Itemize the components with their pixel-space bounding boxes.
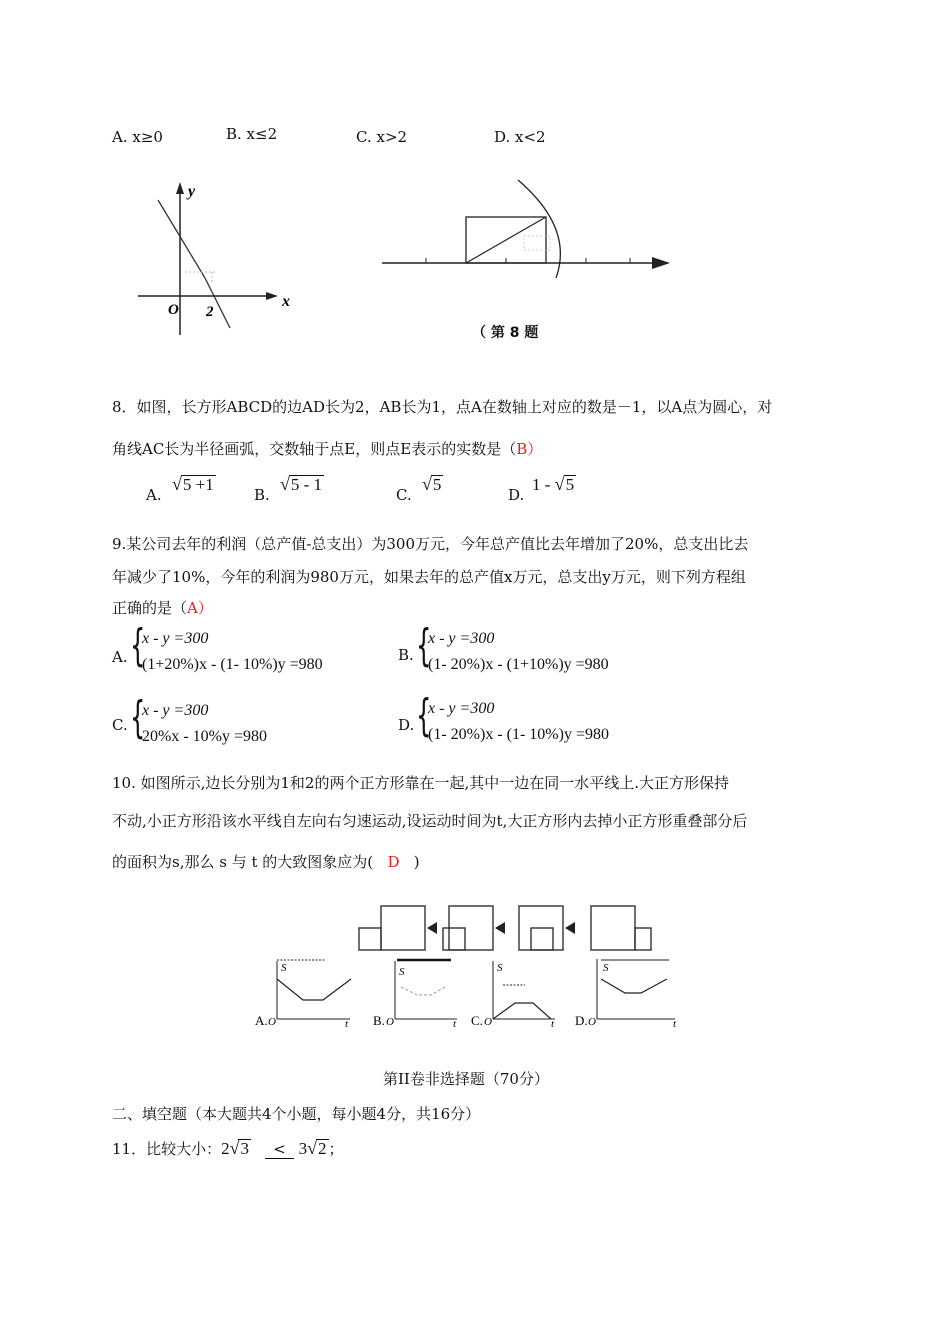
q9-option-d: x - y =300 (1- 20%)x - (1- 10%)y =980: [428, 700, 609, 743]
q9-line3: 正确的是（A）: [112, 599, 213, 617]
q9-b-label: B.: [398, 646, 414, 664]
x-label: x: [282, 293, 290, 310]
y-label: y: [188, 183, 196, 200]
svg-text:B.: B.: [373, 1013, 385, 1028]
q11-answer: <: [265, 1140, 294, 1159]
q8-option-b-label: B.: [254, 486, 270, 504]
section-title: 第II卷非选择题（70分）: [383, 1070, 549, 1088]
q8-option-c-label: C.: [396, 486, 412, 504]
svg-text:t: t: [453, 1018, 457, 1030]
q10-graph-options: [255, 955, 695, 1030]
svg-text:S: S: [603, 962, 609, 974]
q8-option-d: 1 - √5: [532, 474, 575, 494]
svg-text:O: O: [588, 1016, 596, 1028]
linear-function-figure: [130, 180, 300, 340]
q8-option-a: √5 +1: [172, 474, 214, 494]
q9-d-label: D.: [398, 716, 415, 734]
q9-line1: 9.某公司去年的利润（总产值-总支出）为300万元，今年总产值比去年增加了20%，总支出比去: [112, 535, 749, 553]
q9-c-label: C.: [112, 716, 128, 734]
squares-sequence-figure: [355, 900, 655, 955]
svg-text:A.: A.: [255, 1013, 268, 1028]
function-line-lower: [205, 278, 230, 328]
q9-answer: A: [187, 599, 198, 617]
q8-line2: 角线AC长为半径画弧，交数轴于点E，则点E表示的实数是（B）: [112, 440, 543, 458]
q8-line1: 8．如图，长方形ABCD的边AD长为2，AB长为1，点A在数轴上对应的数是－1，以A点为圆心，对: [112, 398, 773, 416]
svg-text:C.: C.: [471, 1013, 483, 1028]
q7-option-a: A. x≥0: [112, 128, 163, 146]
function-line-upper: [158, 200, 205, 278]
q8-option-b: √5 - 1: [280, 474, 323, 494]
q10-line2: 不动,小正方形沿该水平线自左向右匀速运动,设运动时间为t,大正方形内去掉小正方形重叠部分后: [112, 812, 748, 830]
q8-option-a-label: A.: [146, 486, 162, 504]
q10-line3: 的面积为s,那么 s 与 t 的大致图象应为( D ): [112, 853, 420, 871]
graph-b: [373, 960, 457, 1030]
svg-text:t: t: [345, 1018, 349, 1030]
q7-option-c: C. x>2: [356, 128, 408, 146]
svg-text:O: O: [386, 1016, 394, 1028]
number-line-figure: [378, 178, 678, 278]
tick-label: 2: [206, 304, 214, 320]
svg-text:t: t: [673, 1018, 677, 1030]
section-heading: 二、填空题（本大题共4个小题，每小题4分，共16分）: [112, 1105, 481, 1123]
graph-c: [471, 961, 555, 1030]
q7-option-b: B. x≤2: [226, 125, 278, 143]
q8-option-c: √5: [422, 474, 442, 494]
q11: 11．比较大小：2√3 < 3√2 ；: [112, 1138, 344, 1158]
q9-a-label: A.: [112, 648, 128, 666]
diagonal-ac: [466, 217, 546, 263]
q8-option-d-label: D.: [508, 486, 525, 504]
svg-text:S: S: [281, 962, 287, 974]
q10-answer: D: [387, 853, 400, 871]
figure-caption: （ 第 8 题: [472, 325, 539, 341]
q9-option-b: x - y =300 (1- 20%)x - (1+10%)y =980: [428, 630, 609, 673]
svg-text:O: O: [484, 1016, 492, 1028]
q7-option-d: D. x<2: [494, 128, 546, 146]
q9-line2: 年减少了10%，今年的利润为980万元，如果去年的总产值x万元，总支出y万元，则下列方程组: [112, 568, 746, 586]
graph-a: [255, 960, 351, 1030]
q9-option-a: x - y =300 (1+20%)x - (1- 10%)y =980: [142, 630, 323, 673]
graph-d: [575, 959, 677, 1030]
svg-text:O: O: [268, 1016, 276, 1028]
svg-text:S: S: [399, 966, 405, 978]
svg-text:S: S: [497, 962, 503, 974]
q9-option-c: x - y =300 20%x - 10%y =980: [142, 702, 268, 745]
origin-label: O: [168, 302, 179, 318]
svg-text:D.: D.: [575, 1013, 588, 1028]
svg-text:t: t: [551, 1018, 555, 1030]
q10-line1: 10. 如图所示,边长分别为1和2的两个正方形靠在一起,其中一边在同一水平线上.大正方形保持: [112, 774, 730, 792]
q8-answer: B: [516, 440, 528, 458]
